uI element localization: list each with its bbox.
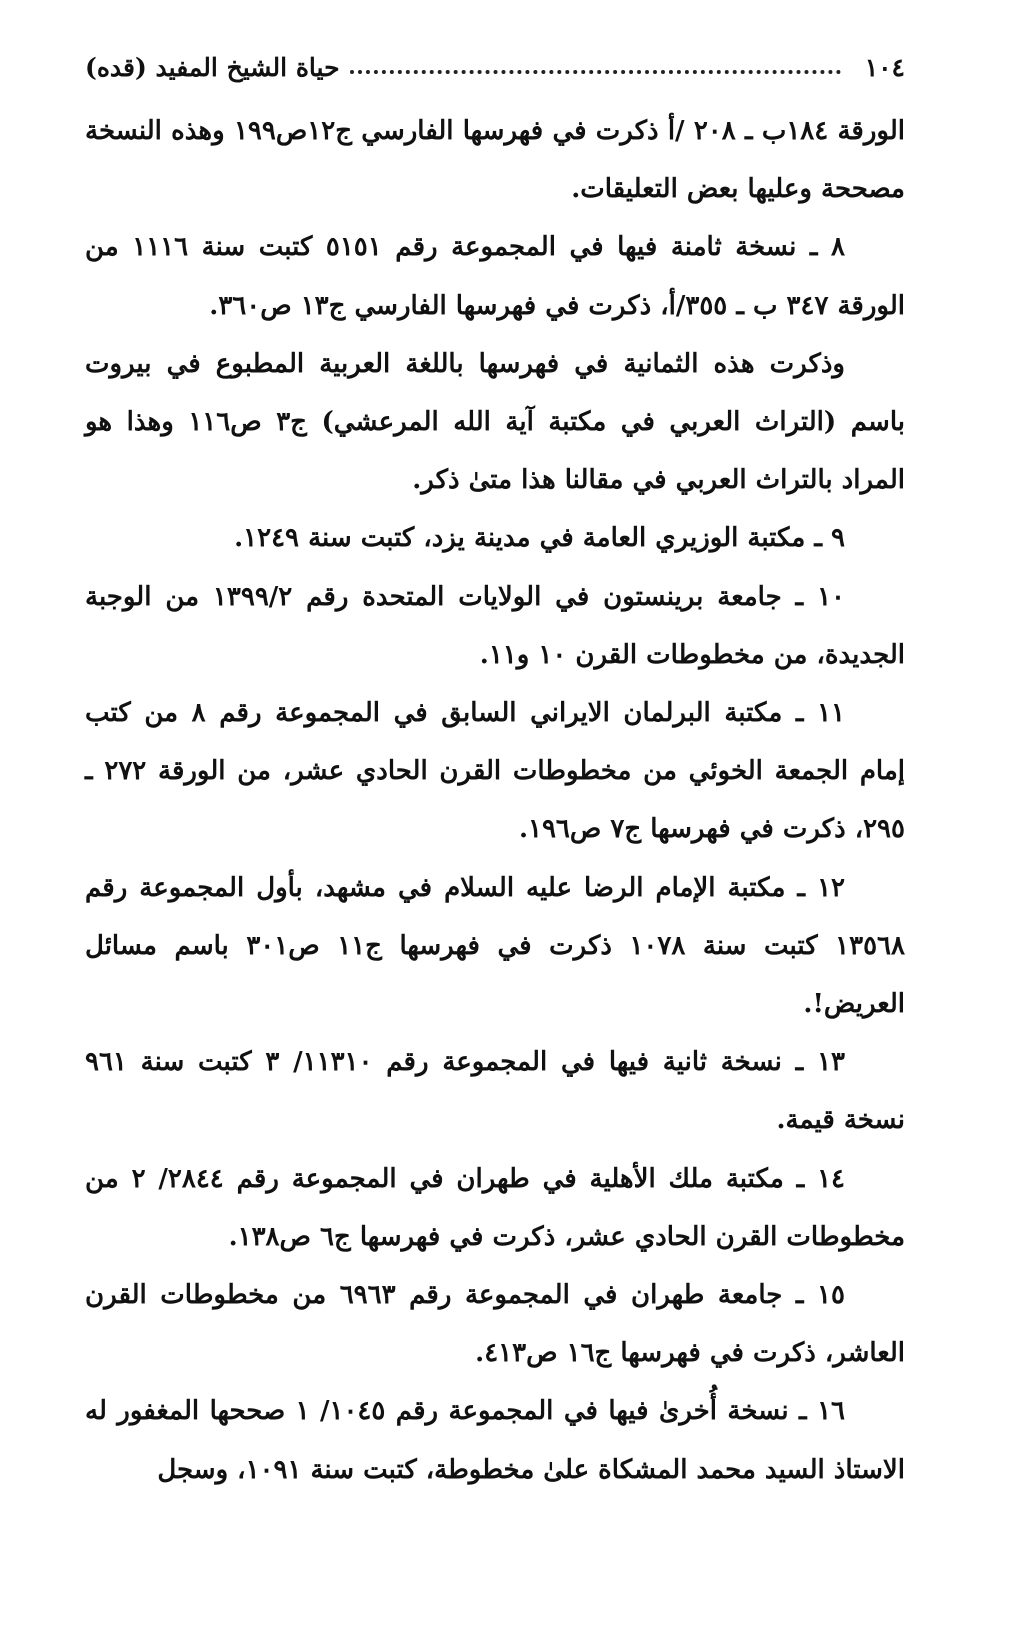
paragraph-item-11: ١١ ـ مكتبة البرلمان الايراني السابق في المجموعة رقم ٨ من كتب إمام الجمعة الخوئي من مخطوطات القرن الحادي عشر، من الورقة ٢٧٢ ـ ٢٩٥، ذكرت في فهرسها ج٧ ص١٩٦. [85, 698, 905, 845]
paragraph-item-13: ١٣ ـ نسخة ثانية فيها في المجموعة رقم ١١٣١٠/ ٣ كتبت سنة ٩٦١ نسخة قيمة. [85, 1047, 905, 1136]
paragraph-item-12: ١٢ ـ مكتبة الإمام الرضا عليه السلام في مشهد، بأول المجموعة رقم ١٣٥٦٨ كتبت سنة ١٠٧٨ ذكرت في فهرسها ج١١ ص٣٠١ باسم مسائل العريض!. [85, 872, 905, 1020]
header-dot-leader [350, 70, 841, 74]
running-title: حياة الشيخ المفيد (قده) [85, 53, 340, 82]
page-number: ١٠٤ [864, 53, 905, 82]
page-header [85, 42, 905, 82]
paragraph-item-8: ٨ ـ نسخة ثامنة فيها في المجموعة رقم ٥١٥١ كتبت سنة ١١١٦ من الورقة ٣٤٧ ب ـ ٣٥٥/أ، ذكرت في فهرسها الفارسي ج١٣ ص٣٦٠. [85, 232, 905, 321]
paragraph-item-10: ١٠ ـ جامعة برينستون في الولايات المتحدة رقم ١٣٩٩/٢ من الوجبة الجديدة، من مخطوطات القرن ١٠ و١١. [85, 581, 905, 670]
paragraph-item-15: ١٥ ـ جامعة طهران في المجموعة رقم ٦٩٦٣ من مخطوطات القرن العاشر، ذكرت في فهرسها ج١٦ ص٤١٣. [85, 1280, 905, 1369]
paragraph-item-9: ٩ ـ مكتبة الوزيري العامة في مدينة يزد، كتبت سنة ١٢٤٩. [234, 523, 845, 554]
paragraph-item-16: ١٦ ـ نسخة أُخرىٰ فيها في المجموعة رقم ١٠٤٥/ ١ صححها المغفور له الاستاذ السيد محمد المشكاة علىٰ مخطوطة، كتبت سنة ١٠٩١، وسجل [85, 1396, 905, 1485]
paragraph-continuation: الورقة ١٨٤ب ـ ٢٠٨ /أ ذكرت في فهرسها الفارسي ج١٢ص١٩٩ وهذه النسخة مصححة وعليها بعض التعليقات. [85, 116, 905, 205]
page-body [85, 102, 905, 1499]
paragraph-note: وذكرت هذه الثمانية في فهرسها باللغة العربية المطبوع في بيروت باسم (التراث العربي في مكتبة آية الله المرعشي) ج٣ ص١١٦ وهذا هو المراد بالتراث العربي في مقالنا هذا متىٰ ذكر. [85, 348, 905, 496]
paragraph-item-14: ١٤ ـ مكتبة ملك الأهلية في طهران في المجموعة رقم ٢٨٤٤/ ٢ من مخطوطات القرن الحادي عشر، ذكرت في فهرسها ج٦ ص١٣٨. [85, 1163, 905, 1252]
